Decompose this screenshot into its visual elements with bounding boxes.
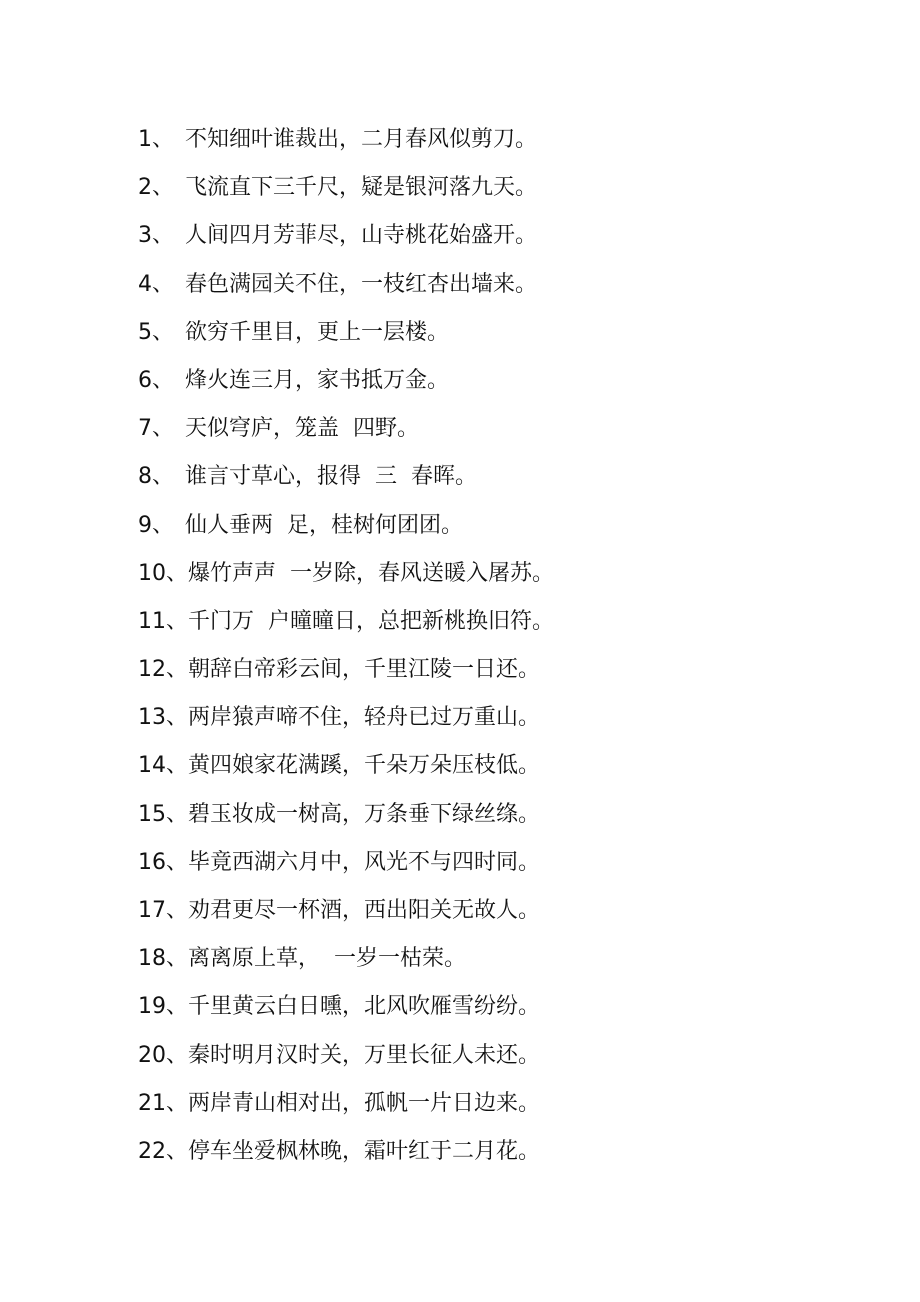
- item-number: 20、: [138, 1042, 188, 1068]
- item-number: 4、: [138, 271, 174, 297]
- item-text: 不知细叶谁裁出，二月春风似剪刀。: [185, 127, 538, 152]
- item-text: 谁言寸草心，报得 三 春晖。: [185, 464, 477, 490]
- list-item: [138, 550, 838, 598]
- item-text: 两岸猿声啼不住，轻舟已过万重山。: [188, 705, 541, 731]
- item-number: 21、: [138, 1090, 188, 1116]
- item-text: 春色满园关不住，一枝红杏出墙来。: [185, 271, 538, 297]
- list-item: [138, 1080, 838, 1128]
- item-number: 13、: [138, 705, 188, 731]
- item-number: 8、: [138, 464, 174, 490]
- list-item: [138, 405, 838, 453]
- item-text: 飞流直下三千尺，疑是银河落九天。: [185, 175, 538, 201]
- list-item: [138, 164, 838, 212]
- item-number: 18、: [138, 946, 188, 972]
- item-number: 5、: [138, 319, 174, 345]
- item-number: 15、: [138, 801, 188, 827]
- list-item: [138, 212, 838, 260]
- item-text: 仙人垂两 足，桂树何团团。: [185, 512, 463, 538]
- list-item: [138, 1032, 838, 1080]
- item-number: 1、: [138, 127, 174, 152]
- item-number: 6、: [138, 367, 174, 393]
- item-text: 毕竟西湖六月中，风光不与四时同。: [188, 849, 541, 875]
- list-item: [138, 935, 838, 983]
- item-text: 天似穹庐，笼盖 四野。: [185, 416, 419, 442]
- item-number: 3、: [138, 223, 174, 249]
- list-item: [138, 357, 838, 405]
- list-item: [138, 887, 838, 935]
- item-number: 19、: [138, 994, 188, 1020]
- item-text: 离离原上草， 一岁一枯荣。: [188, 946, 466, 972]
- list-item: [138, 983, 838, 1031]
- item-number: 7、: [138, 416, 174, 442]
- item-number: 16、: [138, 849, 188, 875]
- item-text: 爆竹声声 一岁除，春风送暖入屠苏。: [188, 560, 554, 586]
- list-item: [138, 453, 838, 501]
- list-item: [138, 646, 838, 694]
- list-item: [138, 839, 838, 887]
- item-text: 烽火连三月，家书抵万金。: [185, 367, 450, 393]
- list-item: [138, 502, 838, 550]
- item-text: 人间四月芳菲尽，山寺桃花始盛开。: [185, 223, 538, 249]
- item-number: 11、: [138, 608, 188, 634]
- item-text: 两岸青山相对出，孤帆一片日边来。: [188, 1090, 541, 1116]
- item-number: 14、: [138, 753, 188, 779]
- list-item: [138, 309, 838, 357]
- item-number: 10、: [138, 560, 188, 586]
- poem-list: [138, 116, 838, 1176]
- item-text: 朝辞白帝彩云间，千里江陵一日还。: [188, 657, 541, 683]
- item-text: 秦时明月汉时关，万里长征人未还。: [188, 1042, 541, 1068]
- item-number: 12、: [138, 657, 188, 683]
- item-number: 17、: [138, 898, 188, 923]
- item-text: 欲穷千里目，更上一层楼。: [185, 319, 450, 345]
- list-item: [138, 598, 838, 646]
- item-text: 千里黄云白日曛，北风吹雁雪纷纷。: [188, 994, 541, 1020]
- list-item: [138, 791, 838, 839]
- list-item: [138, 694, 838, 742]
- item-text: 停车坐爱枫林晚，霜叶红于二月花。: [188, 1138, 541, 1164]
- item-text: 黄四娘家花满蹊，千朵万朵压枝低。: [188, 753, 541, 779]
- item-number: 2、: [138, 175, 174, 201]
- item-number: 22、: [138, 1138, 188, 1164]
- list-item: [138, 742, 838, 790]
- item-number: 9、: [138, 512, 174, 538]
- item-text: 千门万 户曈曈日，总把新桃换旧符。: [188, 608, 554, 634]
- item-text: 碧玉妆成一树高，万条垂下绿丝绦。: [188, 801, 541, 827]
- list-item: [138, 261, 838, 309]
- list-item: [138, 116, 838, 164]
- list-item: [138, 1128, 838, 1176]
- item-text: 劝君更尽一杯酒，西出阳关无故人。: [188, 898, 541, 923]
